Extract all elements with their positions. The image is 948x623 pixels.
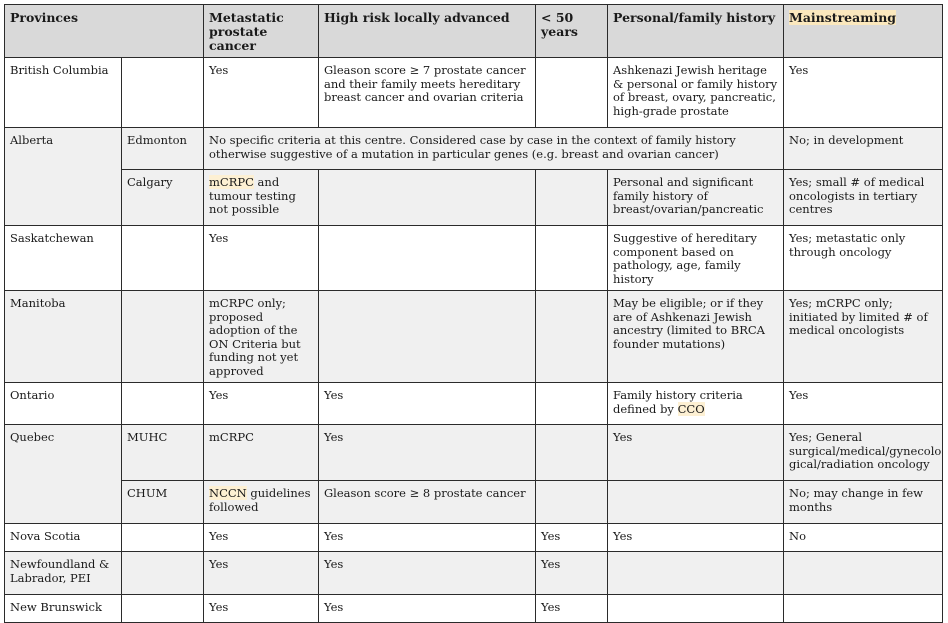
header-row: [5, 5, 943, 58]
cell-mainstreaming: Yes; mCRPC only; initiated by limited # of medical oncologists: [784, 291, 943, 383]
header-under-50: < 50 years: [536, 5, 608, 58]
cell-mainstreaming: Yes; metastatic only through oncology: [784, 226, 943, 291]
cell-province: Ontario: [5, 383, 122, 425]
cell-mainstreaming: No; may change in few months: [784, 481, 943, 524]
cell-under-50: Yes: [536, 595, 608, 623]
cell-centre: Calgary: [122, 170, 204, 226]
cell-under-50: [536, 291, 608, 383]
cell-province: Saskatchewan: [5, 226, 122, 291]
cell-under-50: [536, 170, 608, 226]
cell-metastatic: mCRPC only; proposed adoption of the ON Criteria but funding not yet approved: [204, 291, 319, 383]
row-nova-scotia: [5, 524, 943, 552]
cell-high-risk: Gleason score ≥ 7 prostate cancer and their family meets hereditary breast cancer and ovarian criteria: [319, 58, 536, 128]
header-provinces: Provinces: [5, 5, 204, 58]
cell-mainstreaming: Yes: [784, 383, 943, 425]
cell-province: Manitoba: [5, 291, 122, 383]
cell-family-history: Suggestive of hereditary component based on pathology, age, family history: [608, 226, 784, 291]
cell-mainstreaming: [784, 595, 943, 623]
row-ontario: [5, 383, 943, 425]
cell-centre: Edmonton: [122, 128, 204, 170]
cell-province: Alberta: [5, 128, 122, 226]
cell-province: Nova Scotia: [5, 524, 122, 552]
cell-centre: CHUM: [122, 481, 204, 524]
cell-metastatic: Yes: [204, 58, 319, 128]
cell-centre: [122, 226, 204, 291]
cell-under-50: [536, 425, 608, 481]
cell-family-history: Yes: [608, 524, 784, 552]
cell-family-history: Family history criteria defined by CCO: [608, 383, 784, 425]
cell-high-risk: Yes: [319, 425, 536, 481]
cell-province: British Columbia: [5, 58, 122, 128]
row-quebec-chum: [5, 481, 943, 524]
cell-metastatic: Yes: [204, 524, 319, 552]
row-saskatchewan: [5, 226, 943, 291]
cell-high-risk: Gleason score ≥ 8 prostate cancer: [319, 481, 536, 524]
criteria-table: [4, 4, 943, 623]
cell-province: New Brunswick: [5, 595, 122, 623]
cell-high-risk: [319, 170, 536, 226]
cell-metastatic: mCRPC and tumour testing not possible: [204, 170, 319, 226]
cell-centre: [122, 58, 204, 128]
header-metastatic: Metastatic prostate cancer: [204, 5, 319, 58]
cell-family-history: [608, 481, 784, 524]
cell-high-risk: [319, 291, 536, 383]
cell-high-risk: Yes: [319, 552, 536, 595]
cell-centre: [122, 552, 204, 595]
cell-high-risk: Yes: [319, 524, 536, 552]
cell-metastatic: Yes: [204, 383, 319, 425]
cell-mainstreaming: Yes: [784, 58, 943, 128]
row-british-columbia: [5, 58, 943, 128]
header-high-risk: High risk locally advanced: [319, 5, 536, 58]
cell-province: Quebec: [5, 425, 122, 524]
cell-province: Newfoundland & Labrador, PEI: [5, 552, 122, 595]
row-alberta-edmonton: [5, 128, 943, 170]
cell-metastatic: Yes: [204, 226, 319, 291]
cell-metastatic: Yes: [204, 552, 319, 595]
cell-family-history: [608, 552, 784, 595]
cell-under-50: Yes: [536, 552, 608, 595]
cell-mainstreaming: Yes; small # of medical oncologists in tertiary centres: [784, 170, 943, 226]
cell-family-history: [608, 595, 784, 623]
row-new-brunswick: [5, 595, 943, 623]
cell-centre: MUHC: [122, 425, 204, 481]
cell-high-risk: Yes: [319, 383, 536, 425]
cell-under-50: [536, 226, 608, 291]
cell-under-50: [536, 383, 608, 425]
cell-under-50: [536, 481, 608, 524]
cell-metastatic: NCCN guidelines followed: [204, 481, 319, 524]
cell-mainstreaming: [784, 552, 943, 595]
row-alberta-calgary: [5, 170, 943, 226]
cell-centre: [122, 524, 204, 552]
cell-centre: [122, 595, 204, 623]
cell-under-50: [536, 58, 608, 128]
cell-mainstreaming: No; in development: [784, 128, 943, 170]
cell-metastatic: mCRPC: [204, 425, 319, 481]
row-newfoundland-pei: [5, 552, 943, 595]
cell-family-history: Yes: [608, 425, 784, 481]
cell-under-50: Yes: [536, 524, 608, 552]
cell-mainstreaming: No: [784, 524, 943, 552]
cell-family-history: Personal and significant family history of breast/ovarian/pancreatic: [608, 170, 784, 226]
cell-high-risk: [319, 226, 536, 291]
cell-metastatic: Yes: [204, 595, 319, 623]
header-mainstreaming: Mainstreaming: [784, 5, 943, 58]
cell-family-history: Ashkenazi Jewish heritage & personal or family history of breast, ovary, pancreatic, high-grade prostate: [608, 58, 784, 128]
row-manitoba: [5, 291, 943, 383]
cell-centre: [122, 383, 204, 425]
header-family-history: Personal/family history: [608, 5, 784, 58]
row-quebec-muhc: [5, 425, 943, 481]
cell-high-risk: Yes: [319, 595, 536, 623]
cell-family-history: May be eligible; or if they are of Ashkenazi Jewish ancestry (limited to BRCA founder mutations): [608, 291, 784, 383]
cell-centre: [122, 291, 204, 383]
cell-merged-criteria: No specific criteria at this centre. Considered case by case in the context of family history otherwise suggestive of a mutation in particular genes (e.g. breast and ovarian cancer): [204, 128, 784, 170]
cell-mainstreaming: Yes; General surgical/medical/gynecolo gical/radiation oncology: [784, 425, 943, 481]
